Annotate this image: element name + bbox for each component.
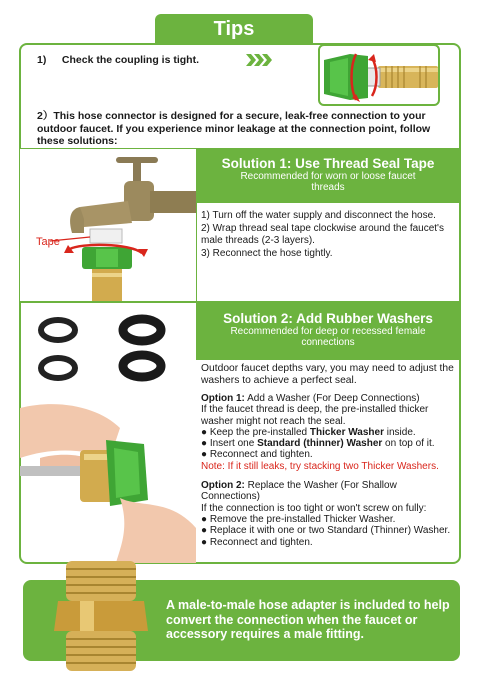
step-1-text: Check the coupling is tight. — [61, 54, 200, 66]
list-item: ● Reconnect and tighten. — [201, 449, 313, 461]
list-item: ● Keep the pre-installed Thicker Washer inside. — [201, 426, 416, 438]
solution-2-intro: Outdoor faucet depths vary, you may need to adjust the washers to achieve a perfect seal. — [201, 363, 454, 386]
solution-2-title: Solution 2: Add Rubber Washers — [223, 311, 433, 326]
coupling-image — [318, 44, 440, 106]
option-1-note: Note: If it still leaks, try stacking two Thicker Washers. — [201, 460, 439, 472]
option-1-heading: Option 1: Add a Washer (For Deep Connections) — [201, 393, 420, 404]
option-2-heading: Option 2: Replace the Washer (For Shallow Connections) — [201, 480, 397, 503]
tape-label: Tape — [36, 236, 60, 248]
option-2-desc: If the connection is too tight or won't screw on fully: — [201, 502, 427, 514]
step-1 — [37, 54, 199, 66]
list-item: ● Replace it with one or two Standard (Thinner) Washer. — [201, 525, 451, 537]
solution-1-steps — [201, 210, 456, 260]
list-item: 3) Reconnect the hose tightly. — [201, 247, 333, 259]
list-item: ● Reconnect and tighten. — [201, 536, 313, 548]
list-item: ● Remove the pre-installed Thicker Washer. — [201, 513, 396, 525]
option-1-desc: If the faucet thread is deep, the pre-installed thicker washer might not reach the seal. — [201, 404, 429, 427]
washers-image — [30, 308, 190, 388]
step-2-text: 2）This hose connector is designed for a secure, leak-free connection to your outdoor faucet. If you experience minor leakage at the connection point, follow these solutions: — [37, 110, 431, 147]
solution-2-header — [196, 302, 460, 360]
footer-text: A male-to-male hose adapter is included to help convert the connection when the faucet or accessory requires a male fitting. — [166, 598, 450, 641]
brass-adapter-image — [52, 557, 150, 675]
chevron-right-icon — [246, 53, 272, 67]
solution-1-header — [196, 149, 460, 203]
solution-2-body — [201, 363, 457, 548]
tips-title: Tips — [155, 14, 313, 44]
list-item: ● Insert one Standard (thinner) Washer on top of it. — [201, 438, 435, 450]
step-1-number: 1) — [37, 54, 47, 66]
solution-1-title: Solution 1: Use Thread Seal Tape — [221, 156, 435, 171]
solution-2-subtitle: Recommended for deep or recessed female connections — [230, 326, 426, 348]
list-item: 2) Wrap thread seal tape clockwise around the faucet's male threads (2-3 layers). — [201, 222, 444, 246]
faucet-image — [20, 149, 196, 301]
list-item: 1) Turn off the water supply and disconnect the hose. — [201, 210, 436, 221]
hand-washer-image — [20, 388, 196, 563]
solution-1-subtitle: Recommended for worn or loose faucet threads — [240, 171, 416, 193]
